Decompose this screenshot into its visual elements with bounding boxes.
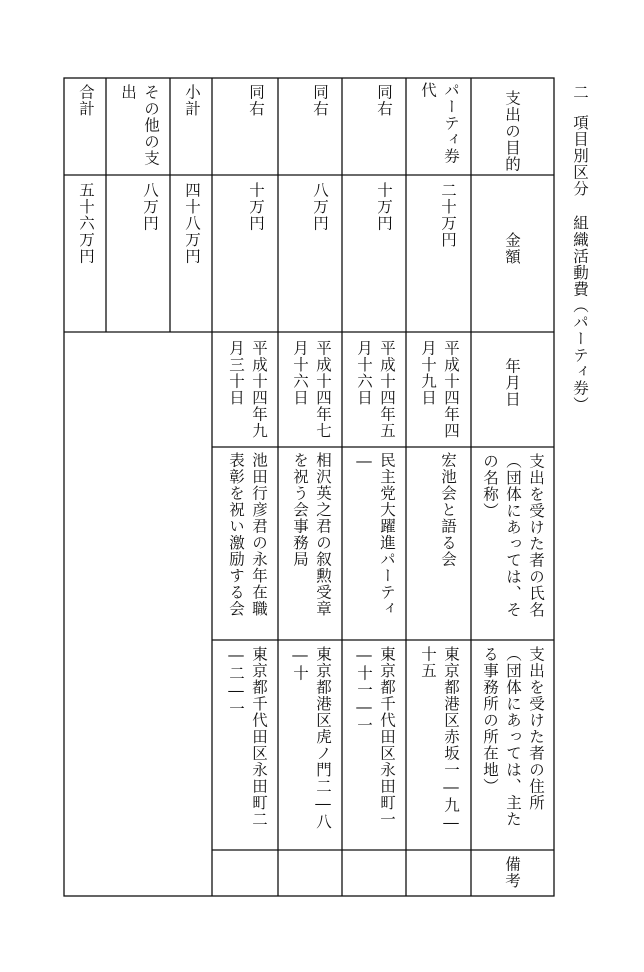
subtotal-amount: 四十八万円 [183, 182, 201, 265]
row3-purpose: 同右 [311, 84, 329, 117]
other-amount: 八万円 [141, 182, 159, 232]
total-amount: 五十六万円 [77, 182, 95, 265]
row4-name: 池田行彦君の永年在職 表彰を祝い激励する会 [227, 452, 268, 617]
row3-address: 東京都港区虎ノ門二―八 ―十 [291, 646, 332, 830]
row4-address: 東京都千代田区永田町二 ―二―一 [227, 646, 268, 828]
header-remarks: 備考 [503, 856, 521, 889]
section-heading [569, 84, 591, 413]
row2-date: 平成十四年五 月十六日 [355, 340, 396, 439]
row2-purpose: 同右 [375, 84, 393, 117]
section-category: 組織活動費（パーティ券） [571, 215, 589, 413]
section-title: 項目別区分 [571, 114, 589, 197]
row3-name: 相沢英之君の叙勲受章 を祝う会事務局 [291, 452, 332, 617]
row1-date: 平成十四年四 月十九日 [419, 340, 460, 439]
section-number: 二 [571, 84, 589, 101]
row4-purpose: 同右 [247, 84, 265, 117]
subtotal-label: 小計 [183, 84, 201, 117]
header-amount: 金額 [503, 232, 521, 265]
row4-date: 平成十四年九 月三十日 [227, 340, 268, 439]
header-recipient-address: 支出を受けた者の住所 （団体にあっては、主た る事務所の所在地） [481, 646, 545, 828]
header-date: 年月日 [503, 358, 521, 408]
row2-amount: 十万円 [375, 182, 393, 232]
header-recipient-name: 支出を受けた者の氏名 （団体にあっては、そ の名称） [481, 453, 545, 618]
row2-address: 東京都千代田区永田町一 ―十一―一 [355, 646, 396, 828]
row1-address: 東京都港区赤坂一―九― 十五 [419, 646, 460, 833]
header-purpose: 支出の目的 [503, 90, 521, 173]
row3-date: 平成十四年七 月十六日 [291, 340, 332, 439]
row1-name: 宏池会と語る会 [439, 452, 457, 568]
total-label: 合計 [77, 84, 95, 117]
row2-name: 民主党大躍進パーティ ― [355, 452, 396, 617]
row1-purpose: パーティ券 代 [419, 82, 460, 165]
row3-amount: 八万円 [311, 182, 329, 232]
row4-amount: 十万円 [247, 182, 265, 232]
other-label: その他の支 出 [119, 84, 160, 167]
row1-amount: 二十万円 [439, 182, 457, 248]
